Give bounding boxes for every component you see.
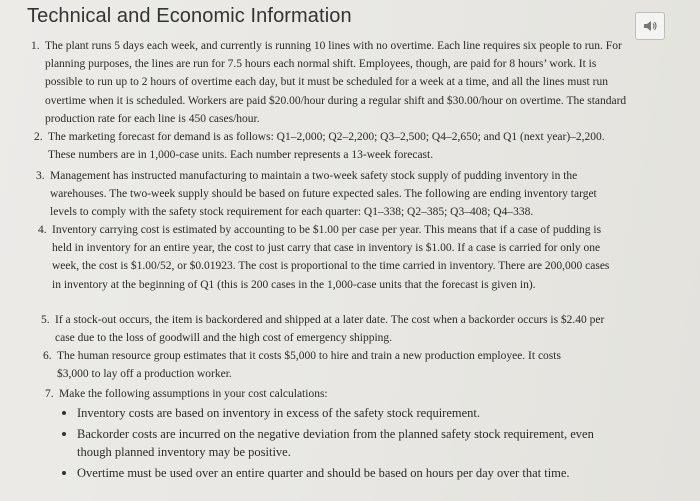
bullet-text: Overtime must be used over an entire quarter and should be based on hours per day over that time. bbox=[77, 465, 570, 480]
item-number: 3. bbox=[36, 170, 45, 182]
list-item bbox=[34, 128, 626, 164]
item-number: 2. bbox=[34, 131, 43, 143]
bullet-icon bbox=[62, 471, 66, 475]
bullet-icon bbox=[62, 432, 66, 436]
page-title: Technical and Economic Information bbox=[27, 5, 352, 27]
list-item bbox=[43, 347, 591, 383]
item-number: 5. bbox=[41, 314, 50, 326]
item-number: 1. bbox=[31, 40, 40, 52]
item-text: Make the following assumptions in your cost calculations: bbox=[59, 388, 328, 400]
list-item bbox=[36, 167, 620, 222]
assumption-list bbox=[62, 404, 602, 484]
bullet-text: Backorder costs are incurred on the negative deviation from the planned safety stock requirement, even though planned inventory may be positive. bbox=[77, 426, 594, 459]
item-number: 7. bbox=[45, 388, 54, 400]
bullet-icon bbox=[62, 411, 66, 415]
list-item bbox=[31, 37, 635, 128]
bullet-text: Inventory costs are based on inventory in excess of the safety stock requirement. bbox=[77, 406, 480, 420]
item-text: The human resource group estimates that it costs $5,000 to hire and train a new production employee. It costs $3,000 to lay off a production worker. bbox=[57, 350, 561, 381]
item-text: If a stock-out occurs, the item is backordered and shipped at a later date. The cost when a backorder occurs is $2.40 per case due to the loss of goodwill and the high cost of emergency shipping. bbox=[55, 314, 605, 345]
list-item bbox=[45, 385, 605, 403]
list-item bbox=[41, 311, 621, 347]
list-item bbox=[38, 221, 620, 294]
bullet-item bbox=[62, 464, 602, 483]
bullet-item bbox=[62, 404, 602, 423]
item-text: The marketing forecast for demand is as follows: Q1–2,000; Q2–2,200; Q3–2,500; Q4–2,650; and Q1 (next year)–2,200. These numbers are in 1,000-case units. Each number represents a 13-week forecast. bbox=[48, 131, 605, 162]
item-number: 4. bbox=[38, 224, 47, 236]
item-text: Management has instructed manufacturing to maintain a two-week safety stock supply of pudding inventory in the warehouses. The two-week supply should be based on future expected sales. The following are ending inventory target levels to comply with the safety stock requirement for each quarter: Q1–338; Q2–385; Q3–408; Q4–338. bbox=[50, 170, 597, 219]
item-text: The plant runs 5 days each week, and currently is running 10 lines with no overtime. Each line requires six people to run. For planning purposes, the lines are run for 7.5 hours each normal shift. Employees, though, are paid for 8 hours’ work. It is possible to run up to 2 hours of overtime each day, but it must be scheduled for a week at a time, and all the lines must run overtime when it is scheduled. Workers are paid $20.00/hour during a regular shift and $30.00/hour on overtime. The standard production rate for each line is 450 cases/hour. bbox=[45, 40, 627, 125]
item-number: 6. bbox=[43, 350, 52, 362]
bullet-item bbox=[62, 425, 602, 462]
item-text: Inventory carrying cost is estimated by accounting to be $1.00 per case per year. This means that if a case of pudding is held in inventory for an entire year, the cost to just carry that case in inventory is $1.00. If a case is carried for only one week, the cost is $1.00/52, or $0.01923. The cost is proportional to the time carried in inventory. There are 200,000 cases in inventory at the beginning of Q1 (this is 200 cases in the 1,000-case units that the forecast is given in). bbox=[52, 224, 610, 291]
